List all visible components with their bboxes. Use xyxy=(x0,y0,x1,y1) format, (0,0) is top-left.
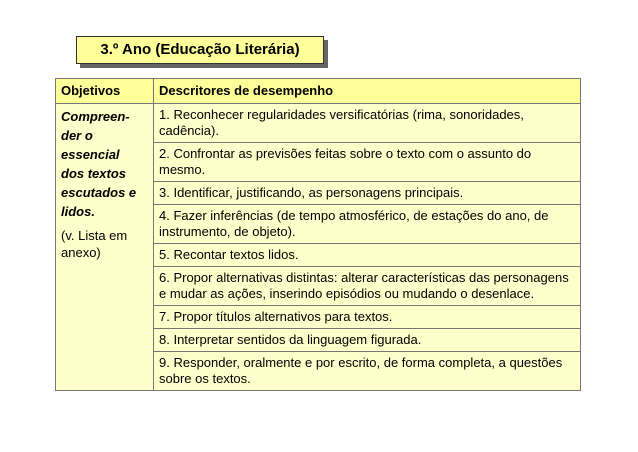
descriptor-1: 1. Reconhecer regularidades versificatórias (rima, sonoridades, cadência). xyxy=(154,104,581,143)
descriptor-5: 5. Recontar textos lidos. xyxy=(154,244,581,267)
table-header-row xyxy=(56,79,581,104)
descriptor-2: 2. Confrontar as previsões feitas sobre o texto com o assunto do mesmo. xyxy=(154,143,581,182)
descriptor-6: 6. Propor alternativas distintas: alterar características das personagens e mudar as ações, inserindo episódios ou mudando o desenlace. xyxy=(154,267,581,306)
descriptor-3: 3. Identificar, justificando, as personagens principais. xyxy=(154,182,581,205)
page-title: 3.º Ano (Educação Literária) xyxy=(76,36,324,64)
objective-line: escutados e xyxy=(61,185,137,200)
descriptors-table xyxy=(55,78,581,391)
objective-note xyxy=(61,227,148,261)
objective-line: lidos. xyxy=(61,204,95,219)
objective-line: der o xyxy=(61,128,93,143)
objective-cell xyxy=(56,104,154,391)
objective-note-line: anexo) xyxy=(61,245,101,260)
objective-line: essencial xyxy=(61,147,120,162)
descriptor-8: 8. Interpretar sentidos da linguagem figurada. xyxy=(154,329,581,352)
table-row xyxy=(56,104,581,143)
objective-note-line: (v. Lista em xyxy=(61,228,128,243)
descriptor-7: 7. Propor títulos alternativos para textos. xyxy=(154,306,581,329)
objective-line: dos textos xyxy=(61,166,127,181)
descriptor-9: 9. Responder, oralmente e por escrito, de forma completa, a questões sobre os textos. xyxy=(154,352,581,391)
header-descritores: Descritores de desempenho xyxy=(154,79,581,104)
objective-text xyxy=(61,107,148,221)
header-objetivos: Objetivos xyxy=(56,79,154,104)
descriptor-4: 4. Fazer inferências (de tempo atmosférico, de estações do ano, de instrumento, de objeto). xyxy=(154,205,581,244)
objective-line: Compreen- xyxy=(61,109,130,124)
